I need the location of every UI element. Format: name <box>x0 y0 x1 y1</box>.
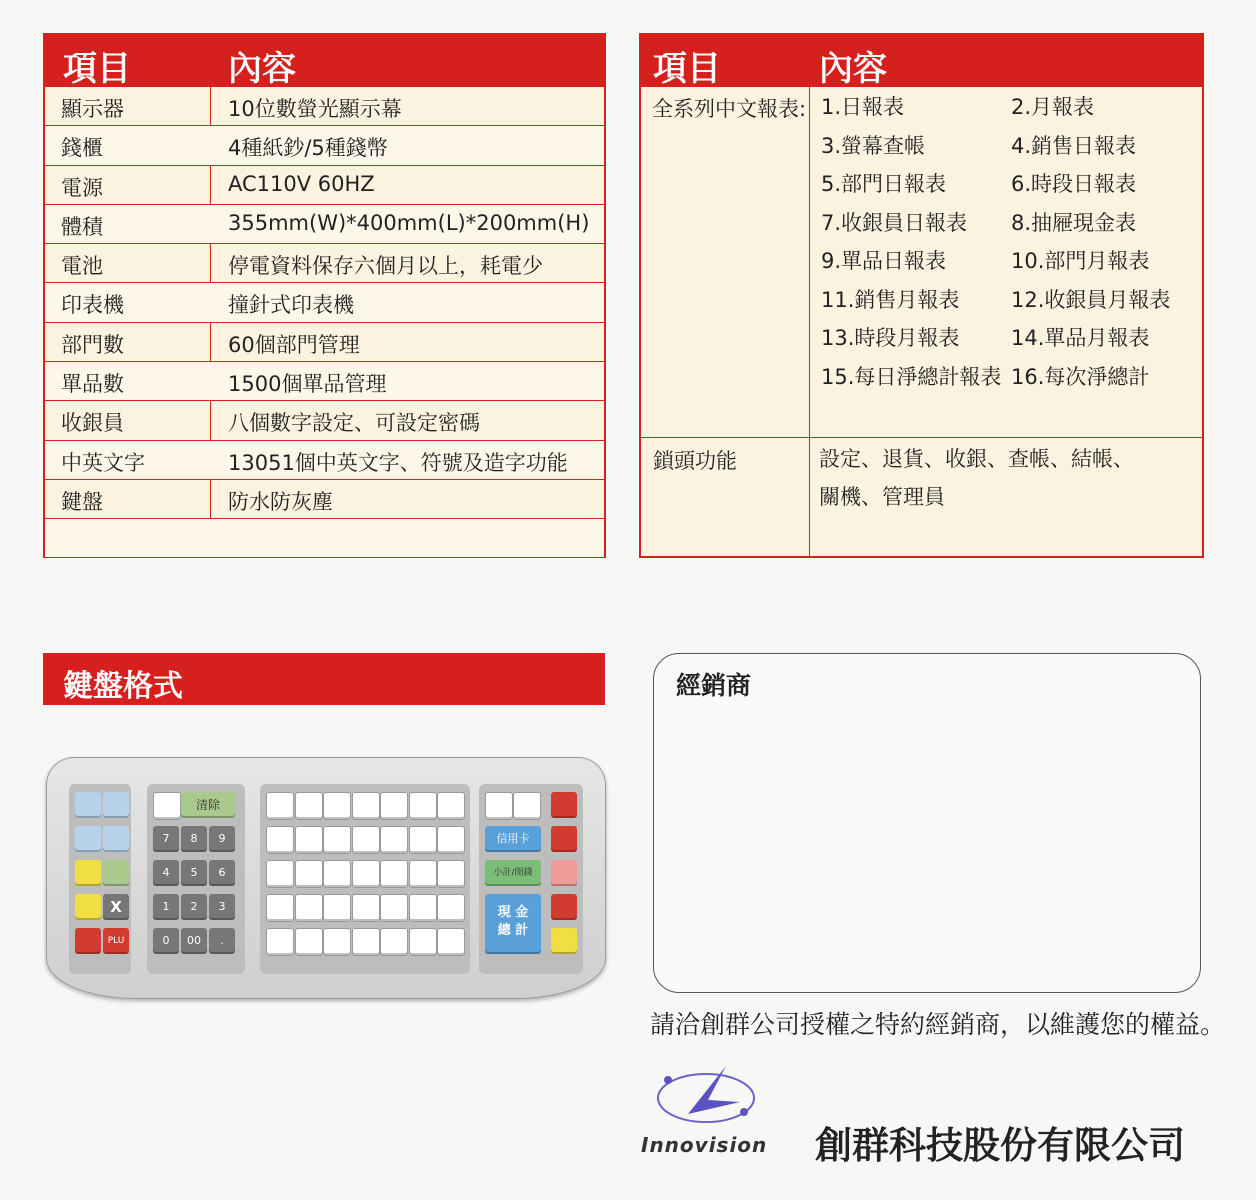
numpad-key: 00 <box>181 928 207 954</box>
alpha-key <box>437 860 465 888</box>
alpha-key <box>323 826 351 854</box>
alpha-key <box>295 826 323 854</box>
spec-row <box>45 480 604 519</box>
spec-content: 停電資料保存六個月以上，耗電少 <box>228 254 543 279</box>
alpha-key <box>352 928 380 956</box>
numpad-key: 6 <box>209 860 235 886</box>
alpha-key <box>409 894 437 922</box>
spec-content: AC110V 60HZ <box>228 171 375 196</box>
report-table-header <box>641 33 1202 87</box>
spec-item: 錢櫃 <box>61 136 103 161</box>
spec-item: 單品數 <box>61 372 124 397</box>
report-item: 7.收銀員日報表 <box>821 210 968 235</box>
spec-item: 收銀員 <box>61 411 124 436</box>
spec-row <box>45 244 604 283</box>
spec-item: 鍵盤 <box>61 489 103 514</box>
spec-item: 部門數 <box>61 332 124 357</box>
spec-table <box>43 33 606 558</box>
logo-wordmark: Innovision <box>641 1133 768 1157</box>
report-item: 6.時段日報表 <box>1011 172 1137 196</box>
alpha-key <box>437 826 465 854</box>
report-table <box>639 33 1204 558</box>
spec-item: 中英文字 <box>61 450 145 475</box>
spec-item: 電池 <box>61 254 103 279</box>
alpha-key <box>266 928 294 956</box>
report-item: 4.銷售日報表 <box>1011 133 1137 158</box>
spec-row <box>45 519 604 557</box>
keyboard-title: 鍵盤格式 <box>43 653 605 705</box>
spec-row <box>45 283 604 322</box>
cash-key-line1: 現 金 <box>497 905 529 920</box>
lock-functions-line1: 設定、退貨、收銀、查帳、結帳、 <box>819 447 1134 471</box>
spec-row <box>45 401 604 440</box>
alpha-key <box>437 894 465 922</box>
alpha-key <box>323 894 351 922</box>
spec-item: 電源 <box>61 175 103 200</box>
alpha-key <box>266 826 294 854</box>
alpha-key <box>352 894 380 922</box>
alpha-key <box>266 894 294 922</box>
spec-item: 印表機 <box>61 293 124 318</box>
numpad-key: 0 <box>153 928 179 954</box>
header-content: 內容 <box>819 49 887 89</box>
alpha-key <box>380 826 408 854</box>
spec-row <box>45 362 604 401</box>
spec-content: 355mm(W)*400mm(L)*200mm(H) <box>228 210 590 235</box>
alpha-key <box>323 792 351 820</box>
report-item: 10.部門月報表 <box>1011 249 1150 273</box>
dealer-box <box>653 653 1201 993</box>
alpha-key <box>352 860 380 888</box>
alpha-key <box>352 826 380 854</box>
alpha-key <box>437 928 465 956</box>
reports-label: 全系列中文報表: <box>652 97 807 121</box>
alpha-key <box>266 792 294 820</box>
numpad-key: . <box>209 928 235 954</box>
spec-content: 13051個中英文字、符號及造字功能 <box>228 450 568 475</box>
alpha-key <box>409 792 437 820</box>
spec-row <box>45 87 604 126</box>
numpad-key: 3 <box>209 894 235 920</box>
spec-item: 顯示器 <box>61 97 124 121</box>
spec-content: 防水防灰塵 <box>228 489 333 514</box>
alpha-key <box>266 860 294 888</box>
spec-content: 4種紙鈔/5種錢幣 <box>228 136 388 161</box>
report-item: 11.銷售月報表 <box>821 287 960 312</box>
alpha-key <box>352 792 380 820</box>
report-item: 8.抽屜現金表 <box>1011 210 1137 235</box>
report-item: 14.單品月報表 <box>1011 326 1150 350</box>
spec-content: 10位數螢光顯示幕 <box>228 97 402 121</box>
dealer-notice: 請洽創群公司授權之特約經銷商，以維護您的權益。 <box>650 1010 1226 1039</box>
report-item: 12.收銀員月報表 <box>1011 287 1171 312</box>
lock-functions-line2: 關機、管理員 <box>819 485 945 509</box>
alpha-key <box>323 928 351 956</box>
numpad-key: 5 <box>181 860 207 886</box>
spec-content: 60個部門管理 <box>228 332 360 357</box>
numpad-key: 7 <box>153 826 179 852</box>
alpha-key <box>295 894 323 922</box>
alpha-key <box>323 860 351 888</box>
numpad-key: 8 <box>181 826 207 852</box>
alpha-key <box>380 792 408 820</box>
numpad-key: 1 <box>153 894 179 920</box>
dealer-label: 經銷商 <box>676 671 752 700</box>
header-item: 項目 <box>653 49 721 89</box>
report-item: 1.日報表 <box>821 95 905 119</box>
spec-row <box>45 166 604 205</box>
spec-content: 撞針式印表機 <box>228 293 354 318</box>
report-item: 2.月報表 <box>1011 95 1095 119</box>
x-key: X <box>103 894 129 920</box>
header-content: 內容 <box>228 49 296 89</box>
spec-content: 1500個單品管理 <box>228 372 387 397</box>
alpha-key <box>409 928 437 956</box>
header-item: 項目 <box>63 49 131 89</box>
spec-table-header <box>45 33 604 87</box>
alpha-key <box>295 860 323 888</box>
company-name: 創群科技股份有限公司 <box>815 1124 1185 1167</box>
spec-row <box>45 441 604 480</box>
alpha-key <box>409 860 437 888</box>
innovision-logo-icon <box>648 1058 768 1138</box>
cash-key-line2: 總 計 <box>497 923 529 938</box>
keyboard-image <box>46 757 606 999</box>
report-item: 5.部門日報表 <box>821 172 947 196</box>
alpha-key <box>437 792 465 820</box>
report-item: 3.螢幕查帳 <box>821 133 926 158</box>
spec-row <box>45 323 604 362</box>
alpha-key <box>409 826 437 854</box>
plu-key: PLU <box>103 928 129 954</box>
numpad-key: 2 <box>181 894 207 920</box>
spec-content: 八個數字設定、可設定密碼 <box>228 411 480 436</box>
report-item: 16.每次淨總計 <box>1011 364 1150 389</box>
numpad-key: 9 <box>209 826 235 852</box>
subtotal-key: 小計/開錢 <box>485 860 541 886</box>
alpha-key <box>380 860 408 888</box>
spec-item: 體積 <box>61 214 103 239</box>
clear-key: 清除 <box>181 792 235 818</box>
report-item: 15.每日淨總計報表 <box>821 364 1002 389</box>
credit-card-key: 信用卡 <box>485 826 541 852</box>
alpha-key <box>380 928 408 956</box>
spec-row <box>45 205 604 244</box>
alpha-key <box>295 928 323 956</box>
report-item: 13.時段月報表 <box>821 326 960 350</box>
spec-row <box>45 126 604 165</box>
alpha-key <box>380 894 408 922</box>
lock-label: 鎖頭功能 <box>653 449 737 473</box>
report-item: 9.單品日報表 <box>821 249 947 273</box>
numpad-key: 4 <box>153 860 179 886</box>
alpha-key <box>295 792 323 820</box>
